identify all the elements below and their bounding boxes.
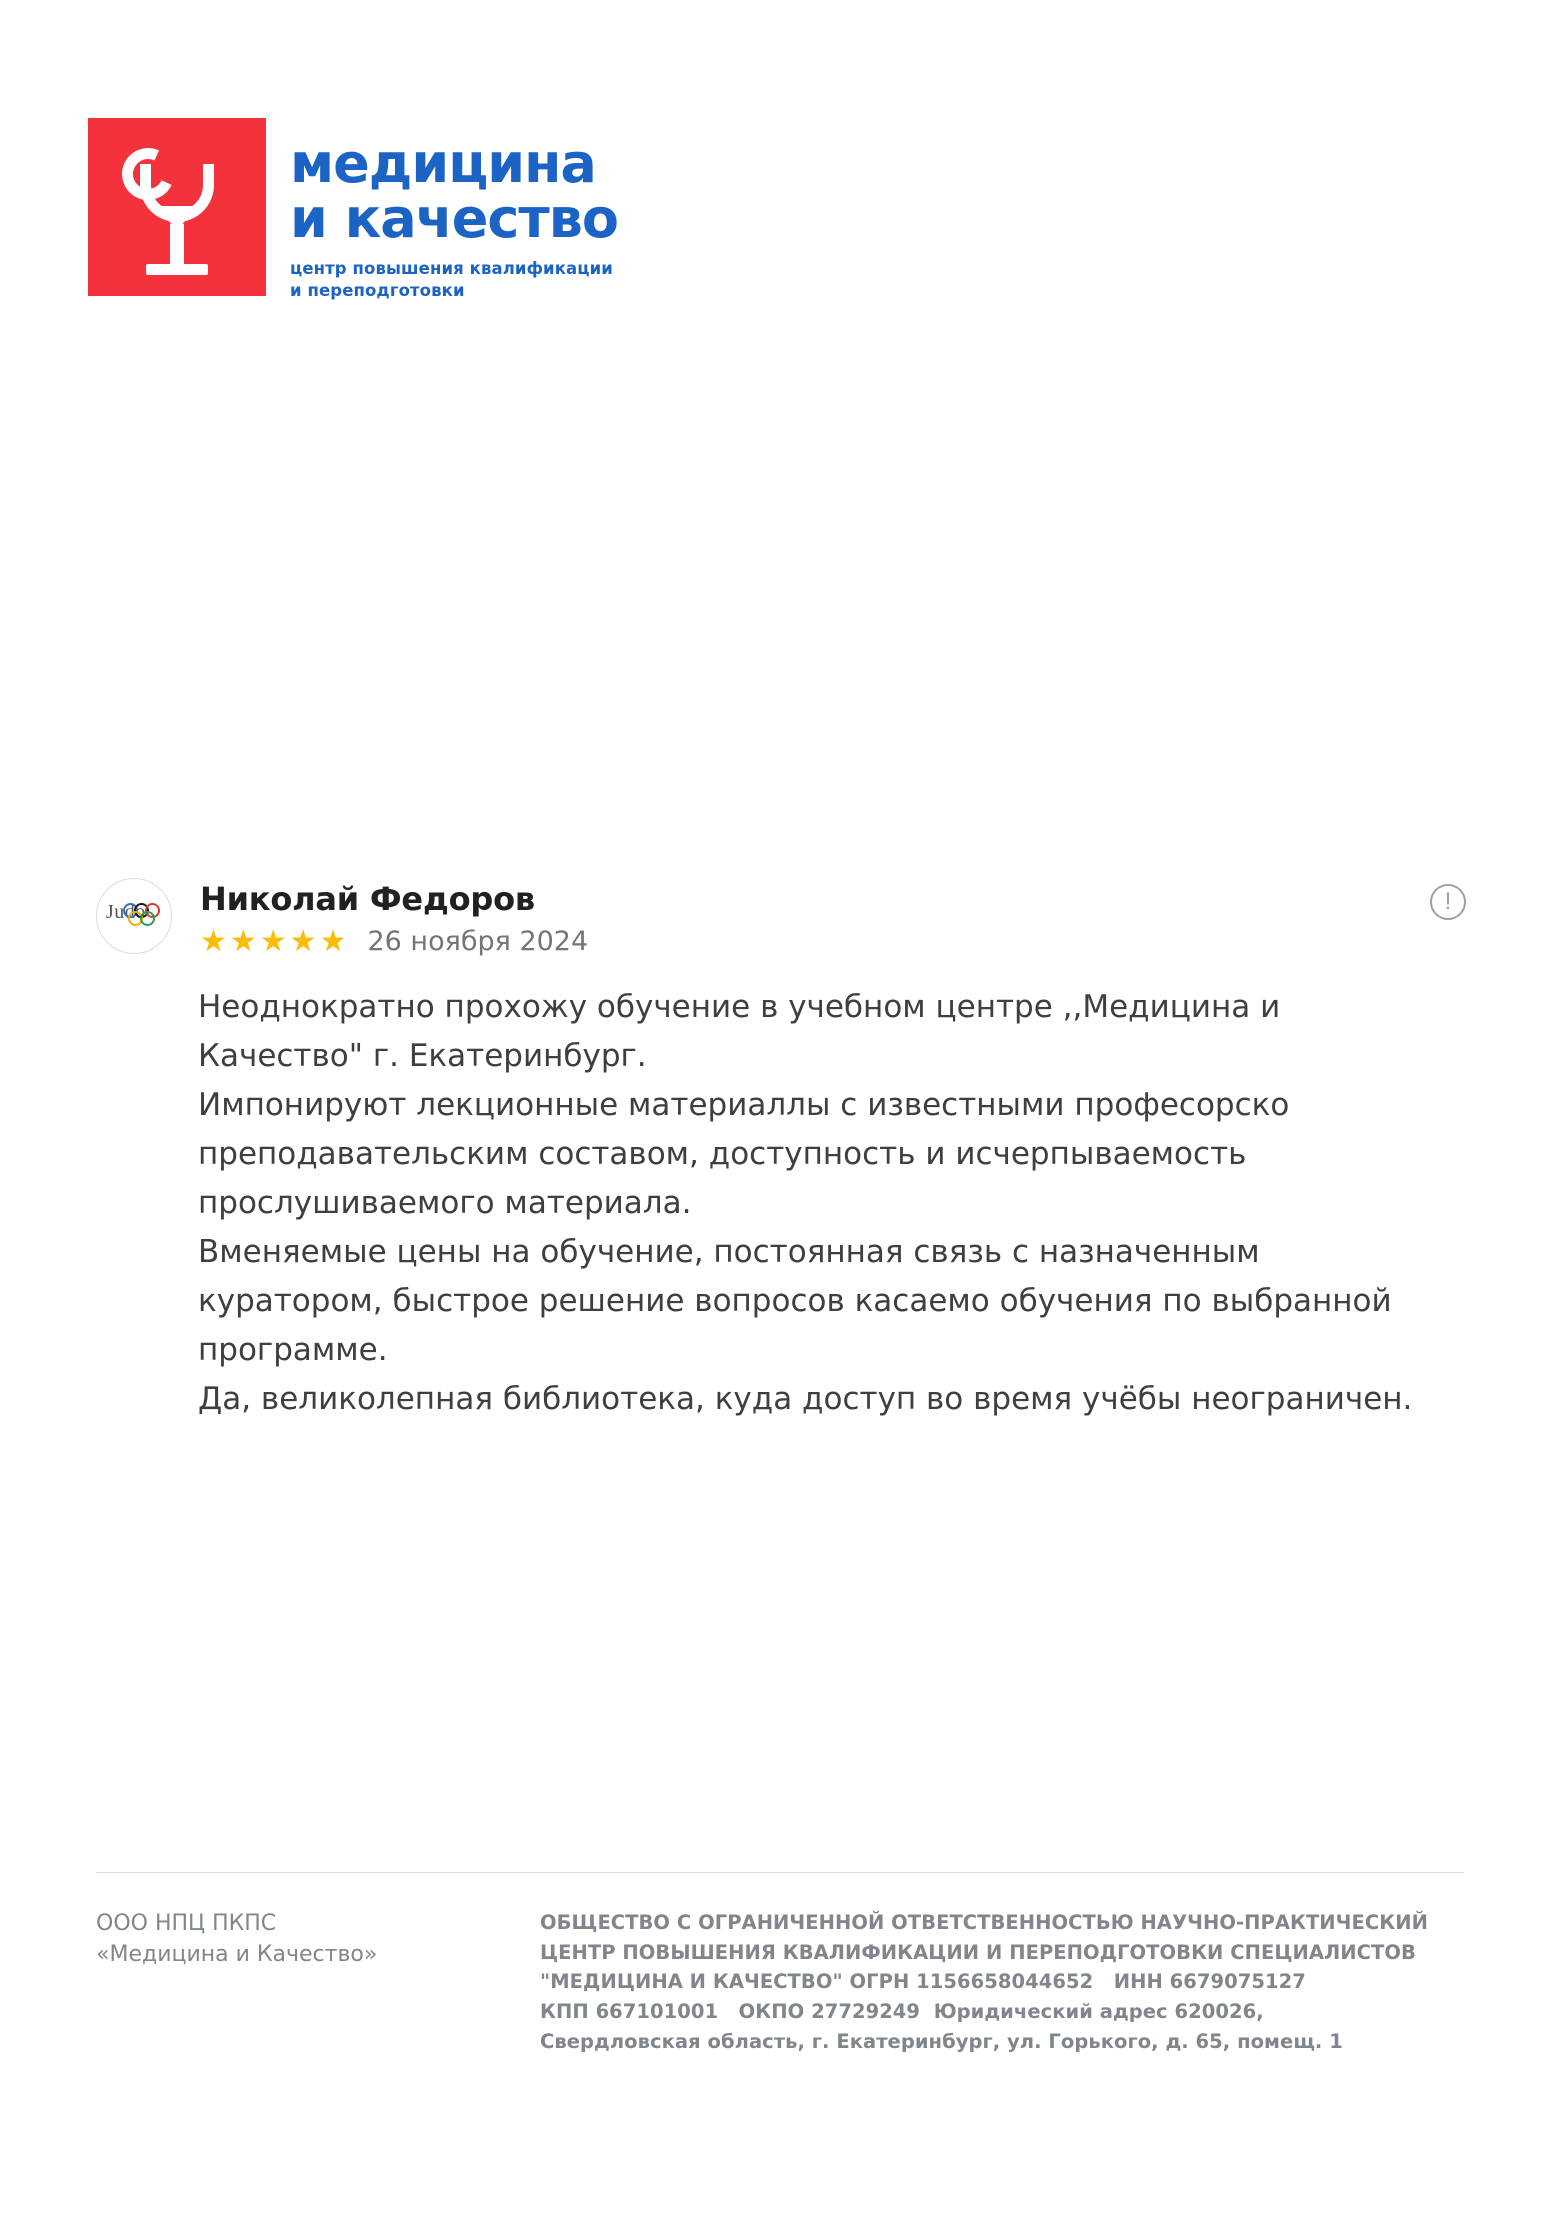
report-flag-icon[interactable]: !: [1430, 884, 1466, 920]
footer-company-short: [96, 1908, 466, 2056]
footer-legal-line: ЦЕНТР ПОВЫШЕНИЯ КВАЛИФИКАЦИИ И ПЕРЕПОДГОТОВКИ СПЕЦИАЛИСТОВ: [540, 1940, 1416, 1964]
review-paragraph: Да, великолепная библиотека, куда доступ во время учёбы неограничен.: [198, 1380, 1413, 1417]
footer-divider: [96, 1872, 1464, 1873]
brand-wordmark: [290, 118, 618, 301]
medical-bowl-snake-icon: [88, 118, 266, 296]
brand-title-line-2: и качество: [290, 187, 619, 251]
review-card: [96, 878, 1466, 1424]
review-paragraph: Вменяемые цены на обучение, постоянная связь с назначенным куратором, быстрое решение вопросов касаемо обучения по выбранной программе.: [198, 1233, 1392, 1368]
review-date: 26 ноября 2024: [367, 926, 589, 957]
olympic-rings-icon: [123, 903, 167, 929]
star-rating: ★★★★★: [200, 924, 350, 958]
review-paragraph: Неоднократно прохожу обучение в учебном центре ,,Медицина и Качество" г. Екатеринбург.: [198, 989, 1281, 1074]
brand-title-line-1: медицина: [290, 132, 596, 195]
avatar-label: Judo: [106, 901, 146, 923]
footer-legal-details: [540, 1908, 1428, 2056]
avatar: [96, 878, 172, 954]
review-header: [96, 878, 1466, 957]
review-paragraph: Импонируют лекционные материаллы с известными професорско преподавательским составом, доступность и исчерпываемость прослушиваемого материала.: [198, 1086, 1290, 1221]
footer-legal-line: Свердловская область, г. Екатеринбург, ул. Горького, д. 65, помещ. 1: [540, 2029, 1343, 2053]
brand-subtitle-line-2: и переподготовки: [290, 280, 465, 300]
review-text: [198, 983, 1438, 1424]
footer-company-short-line-2: «Медицина и Качество»: [96, 1942, 378, 1968]
document-footer: [96, 1908, 1466, 2056]
review-meta: [200, 878, 588, 957]
brand-header: [88, 118, 618, 301]
footer-legal-line: КПП 667101001 ОКПО 27729249 Юридический адрес 620026,: [540, 1999, 1264, 2023]
footer-company-short-line-1: ООО НПЦ ПКПС: [96, 1911, 277, 1936]
reviewer-name: Николай Федоров: [200, 880, 535, 918]
brand-subtitle-line-1: центр повышения квалификации: [290, 259, 613, 279]
footer-legal-line: "МЕДИЦИНА И КАЧЕСТВО" ОГРН 1156658044652 ИНН 6679075127: [540, 1970, 1306, 1994]
footer-legal-line: ОБЩЕСТВО С ОГРАНИЧЕННОЙ ОТВЕТСТВЕННОСТЬЮ НАУЧНО-ПРАКТИЧЕСКИЙ: [540, 1911, 1428, 1934]
